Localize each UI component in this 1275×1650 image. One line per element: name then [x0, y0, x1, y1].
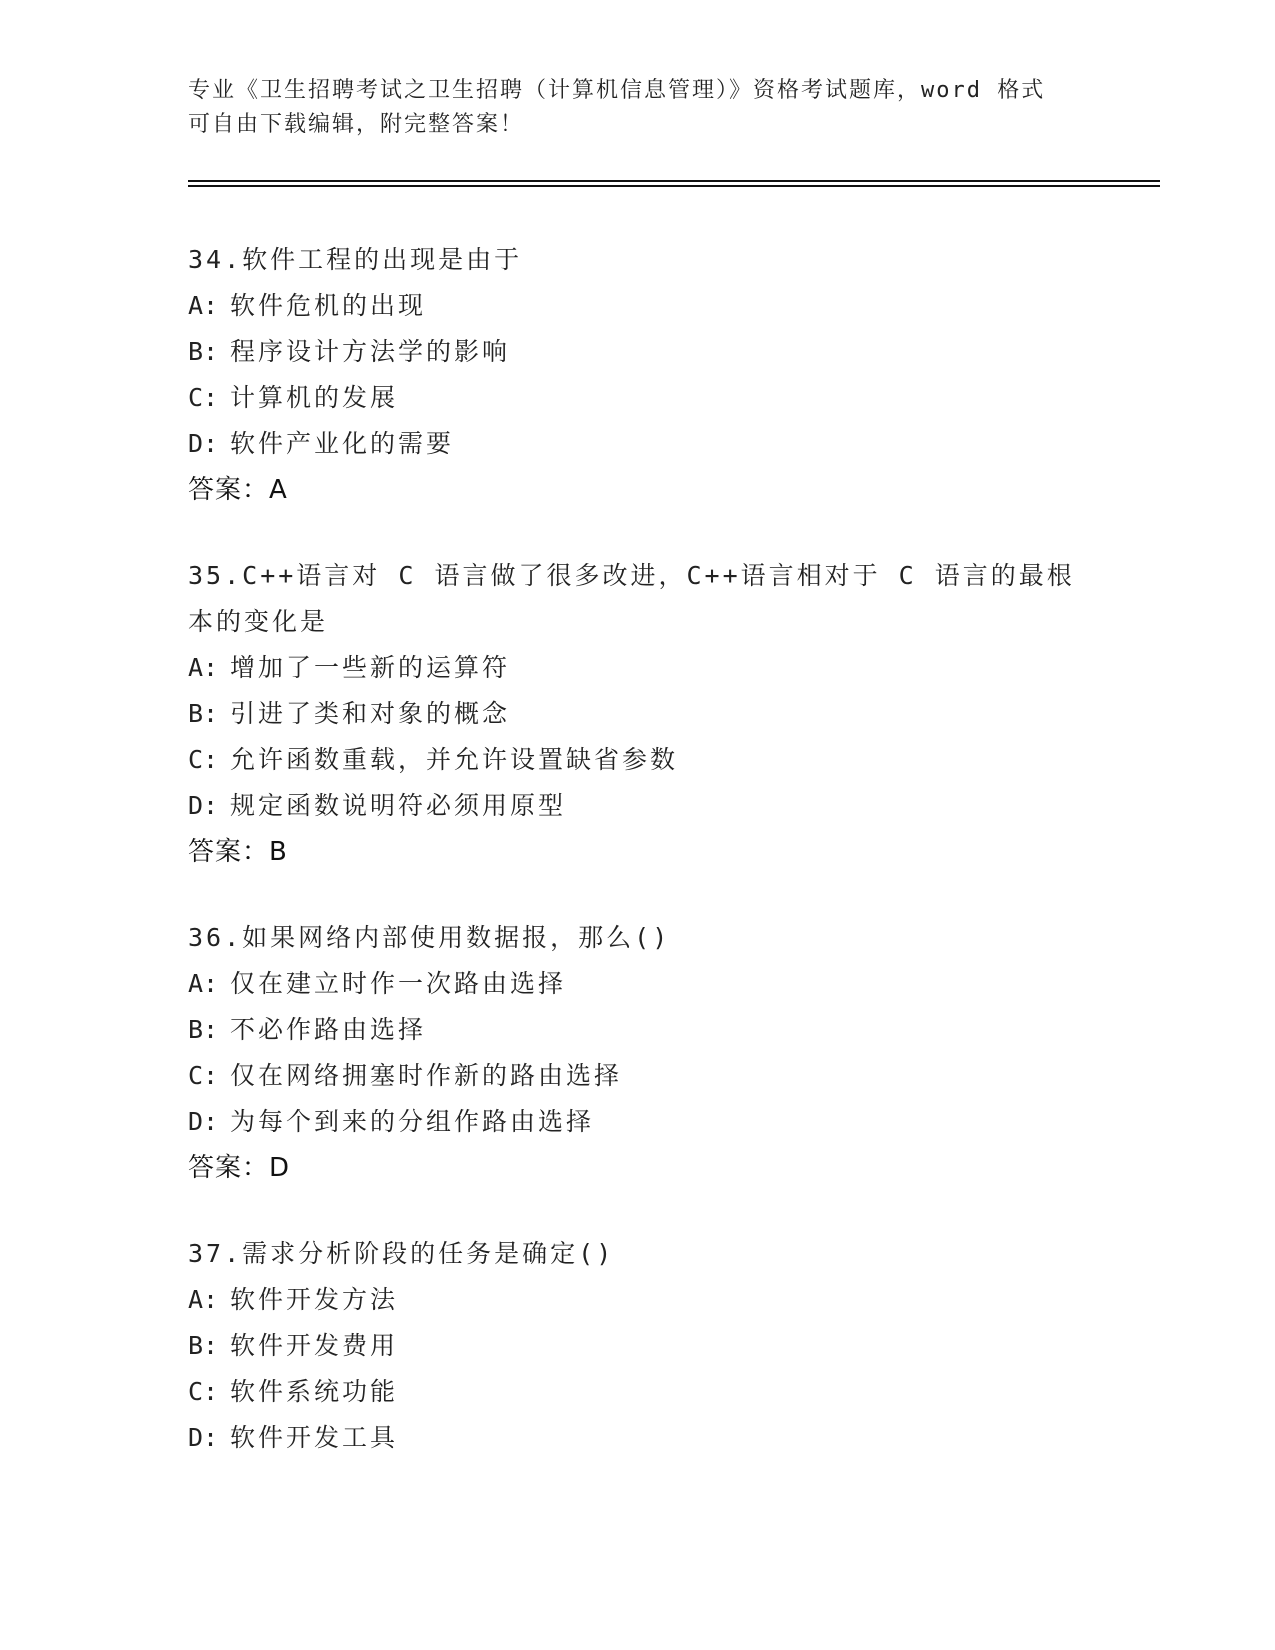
header-line-2: 可自由下载编辑，附完整答案！	[188, 112, 525, 137]
question-text: 37.需求分析阶段的任务是确定()	[188, 1239, 615, 1268]
option-c	[188, 1369, 1088, 1415]
option-key: C:	[188, 745, 219, 774]
option-text: 软件开发费用	[230, 1331, 399, 1360]
option-key: C:	[188, 1377, 219, 1406]
option-key: D:	[188, 429, 219, 458]
option-text: 程序设计方法学的影响	[230, 337, 511, 366]
option-key: B:	[188, 1015, 219, 1044]
option-text: 仅在网络拥塞时作新的路由选择	[230, 1061, 623, 1090]
question-36	[188, 915, 1088, 1191]
option-text: 软件开发工具	[230, 1423, 399, 1452]
option-d	[188, 783, 1088, 829]
option-text: 软件开发方法	[230, 1285, 399, 1314]
question-text: 34.软件工程的出现是由于	[188, 245, 523, 274]
option-text: 软件危机的出现	[230, 291, 427, 320]
option-text: 允许函数重载，并允许设置缺省参数	[230, 745, 679, 774]
option-text: 增加了一些新的运算符	[230, 653, 511, 682]
option-key: A:	[188, 291, 219, 320]
answer-line: 答案：D	[188, 1153, 291, 1183]
option-a	[188, 283, 1088, 329]
option-key: B:	[188, 337, 219, 366]
option-c	[188, 737, 1088, 783]
answer-line: 答案：A	[188, 475, 288, 505]
option-text: 计算机的发展	[230, 383, 399, 412]
option-text: 为每个到来的分组作路由选择	[230, 1107, 595, 1136]
option-text: 仅在建立时作一次路由选择	[230, 969, 567, 998]
option-d	[188, 1415, 1088, 1461]
header-divider-top	[188, 180, 1160, 182]
option-a	[188, 1277, 1088, 1323]
option-b	[188, 691, 1088, 737]
option-text: 规定函数说明符必须用原型	[230, 791, 567, 820]
question-35	[188, 553, 1088, 875]
option-b	[188, 1007, 1088, 1053]
question-list	[188, 237, 1088, 1501]
option-key: A:	[188, 653, 219, 682]
header-divider-bottom	[188, 185, 1160, 187]
option-key: C:	[188, 1061, 219, 1090]
question-text: 35.C++语言对 C 语言做了很多改进，C++语言相对于 C 语言的最根本的变化是	[188, 561, 1075, 636]
question-34	[188, 237, 1088, 513]
question-text: 36.如果网络内部使用数据报，那么()	[188, 923, 671, 952]
option-key: D:	[188, 1423, 219, 1452]
option-c	[188, 375, 1088, 421]
option-d	[188, 1099, 1088, 1145]
option-key: B:	[188, 699, 219, 728]
answer-line: 答案：B	[188, 837, 288, 867]
option-d	[188, 421, 1088, 467]
option-a	[188, 645, 1088, 691]
document-header	[188, 74, 1088, 142]
option-text: 软件系统功能	[230, 1377, 399, 1406]
option-key: A:	[188, 969, 219, 998]
option-key: D:	[188, 791, 219, 820]
option-text: 软件产业化的需要	[230, 429, 455, 458]
option-key: B:	[188, 1331, 219, 1360]
option-key: D:	[188, 1107, 219, 1136]
option-text: 引进了类和对象的概念	[230, 699, 511, 728]
option-key: C:	[188, 383, 219, 412]
option-c	[188, 1053, 1088, 1099]
option-a	[188, 961, 1088, 1007]
option-key: A:	[188, 1285, 219, 1314]
option-b	[188, 1323, 1088, 1369]
option-text: 不必作路由选择	[230, 1015, 427, 1044]
option-b	[188, 329, 1088, 375]
question-37	[188, 1231, 1088, 1461]
header-line-1: 专业《卫生招聘考试之卫生招聘（计算机信息管理）》资格考试题库，word 格式	[188, 78, 1046, 103]
